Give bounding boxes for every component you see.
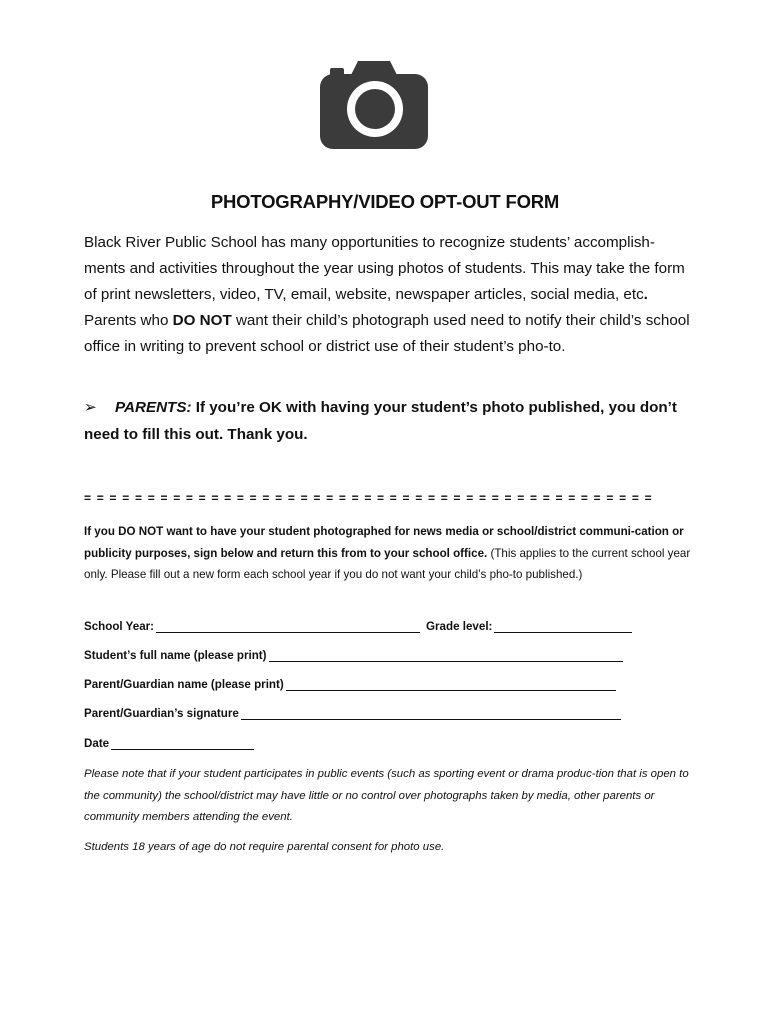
intro-paragraph bbox=[84, 230, 696, 360]
intro-text-1: Black River Public School has many opportunities to recognize students’ accomplish-ments and activities throughout the year using photos of students. This may take the form of print newsletters, video, TV, email, website, newspaper articles, social media, etc bbox=[84, 234, 685, 303]
student-name-field[interactable] bbox=[269, 649, 623, 662]
intro-period: . bbox=[643, 286, 648, 303]
instructions-normal: (This applies to the current school year only. Please fill out a new form each school year if you do not want your child’s pho-to published.) bbox=[84, 546, 691, 581]
signature-label: Parent/Guardian’s signature bbox=[84, 707, 239, 720]
intro-emphasis: DO NOT bbox=[172, 312, 232, 329]
parents-note bbox=[84, 394, 696, 448]
instructions-paragraph bbox=[84, 521, 698, 586]
student-name-label: Student’s full name (please print) bbox=[84, 649, 267, 662]
grade-level-field[interactable] bbox=[494, 620, 632, 633]
intro-text-2: Parents who bbox=[84, 312, 173, 329]
intro-text-3: want their child’s photograph used need to notify their child’s school office in writing to prevent school or district use of their student’s pho-to. bbox=[84, 312, 690, 355]
school-year-row bbox=[84, 620, 632, 633]
date-label: Date bbox=[84, 737, 110, 750]
school-year-label: School Year: bbox=[84, 620, 155, 633]
parent-name-label: Parent/Guardian name (please print) bbox=[84, 678, 284, 691]
camera-icon bbox=[320, 57, 428, 149]
student-name-row bbox=[84, 649, 623, 662]
date-field[interactable] bbox=[111, 737, 254, 750]
page-title: PHOTOGRAPHY/VIDEO OPT-OUT FORM bbox=[210, 191, 560, 212]
section-divider: = = = = = = = = = = = = = = = = = = = = = = = = = = = = = = = = = = = = = = = = = = = = = bbox=[84, 491, 653, 505]
parent-name-field[interactable] bbox=[286, 678, 616, 691]
signature-row bbox=[84, 707, 621, 720]
public-events-note: Please note that if your student participates in public events (such as sporting event or drama produc-tion that is open to the community) the school/district may have little or no control over photographs taken by media, other parents or community members attending the event. bbox=[84, 768, 689, 823]
parent-name-row bbox=[84, 678, 616, 691]
parents-text: If you’re OK with having your student’s photo published, you don’t need to fill this out. Thank you. bbox=[84, 399, 677, 443]
school-year-field[interactable] bbox=[156, 620, 420, 633]
arrow-bullet-icon: ➢ bbox=[84, 399, 97, 416]
date-row bbox=[84, 737, 254, 750]
signature-field[interactable] bbox=[241, 707, 621, 720]
instructions-bold: If you DO NOT want to have your student photographed for news media or school/district communi-cation or publicity purposes, sign below and return this from to your school office. bbox=[84, 525, 684, 560]
grade-level-label: Grade level: bbox=[426, 620, 493, 633]
age-note: Students 18 years of age do not require parental consent for photo use. bbox=[84, 841, 445, 853]
parents-label: PARENTS: bbox=[115, 399, 192, 416]
